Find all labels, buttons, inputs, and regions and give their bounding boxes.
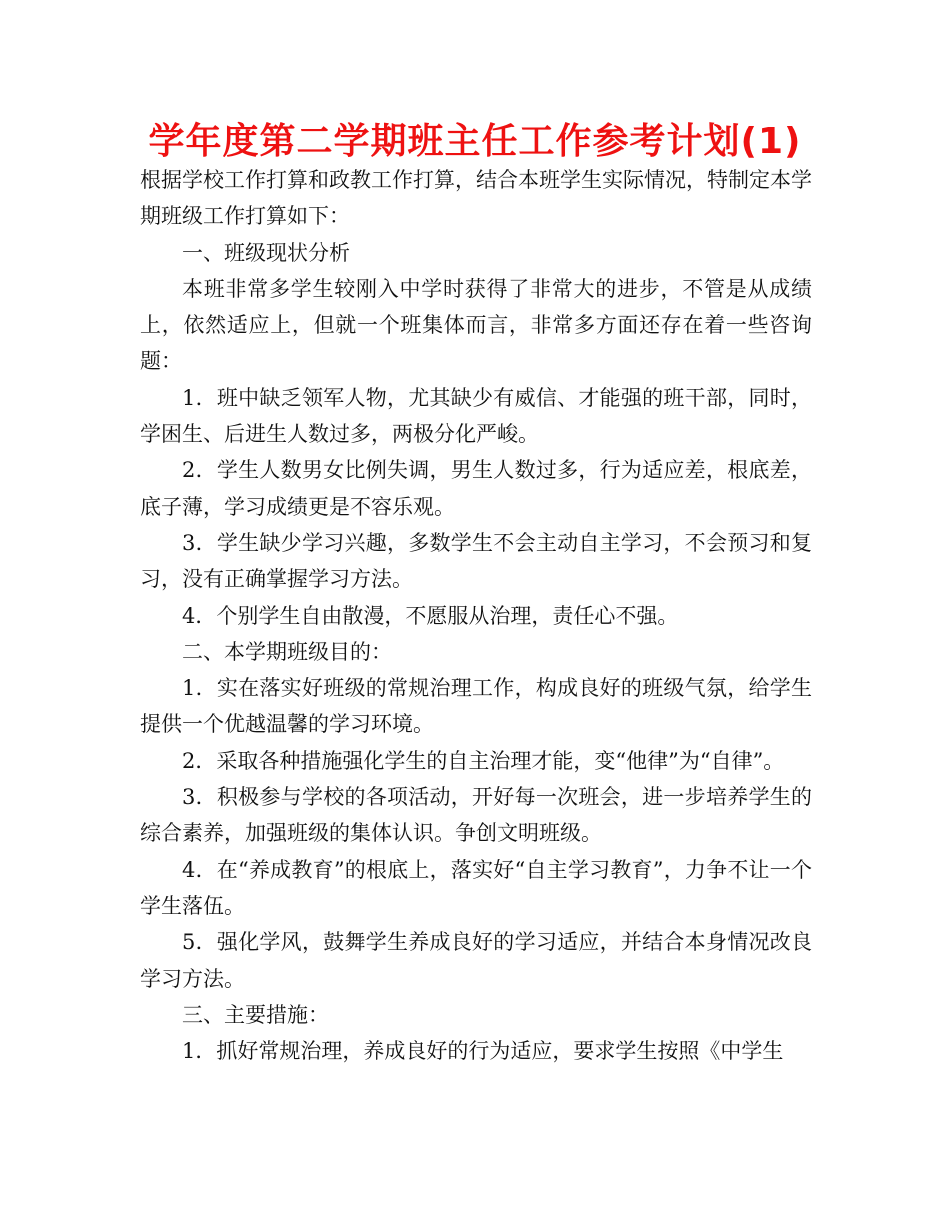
list-item: 3．学生缺少学习兴趣，多数学生不会主动自主学习，不会预习和复习，没有正确掌握学习方法。 <box>140 530 812 592</box>
list-item: 2．学生人数男女比例失调，男生人数过多，行为适应差，根底差，底子薄，学习成绩更是不容乐观。 <box>140 458 812 519</box>
document-title: 学年度第二学期班主任工作参考计划(1) <box>148 121 802 162</box>
section-heading-3: 三、主要措施： <box>182 1002 329 1027</box>
section-heading-2: 二、本学期班级目的： <box>182 639 392 664</box>
section-heading-1: 一、班级现状分析 <box>182 240 350 265</box>
list-item: 1．抓好常规治理，养成良好的行为适应，要求学生按照《中学生 <box>182 1039 784 1064</box>
list-item: 4．个别学生自由散漫，不愿服从治理，责任心不强。 <box>182 603 679 628</box>
list-item: 3．积极参与学校的各项活动，开好每一次班会，进一步培养学生的综合素养，加强班级的集体认识。争创文明班级。 <box>140 785 812 846</box>
document-body <box>140 162 812 1069</box>
list-item: 1．班中缺乏领军人物，尤其缺少有威信、才能强的班干部，同时，学困生、后进生人数过多，两极分化严峻。 <box>140 385 812 447</box>
list-item: 2．采取各种措施强化学生的自主治理才能，变“他律”为“自律”。 <box>182 748 785 773</box>
list-item: 5．强化学风，鼓舞学生养成良好的学习适应，并结合本身情况改良学习方法。 <box>140 930 812 991</box>
intro-paragraph: 根据学校工作打算和政教工作打算，结合本班学生实际情况，特制定本学期班级工作打算如下： <box>140 168 812 229</box>
body-paragraph: 本班非常多学生较刚入中学时获得了非常大的进步，不管是从成绩上，依然适应上，但就一个班集体而言，非常多方面还存在着一些咨询题： <box>140 276 812 374</box>
list-item: 1．实在落实好班级的常规治理工作，构成良好的班级气氛，给学生提供一个优越温馨的学习环境。 <box>140 676 812 737</box>
list-item: 4．在“养成教育”的根底上，落实好“自主学习教育”，力争不让一个学生落伍。 <box>140 857 812 918</box>
